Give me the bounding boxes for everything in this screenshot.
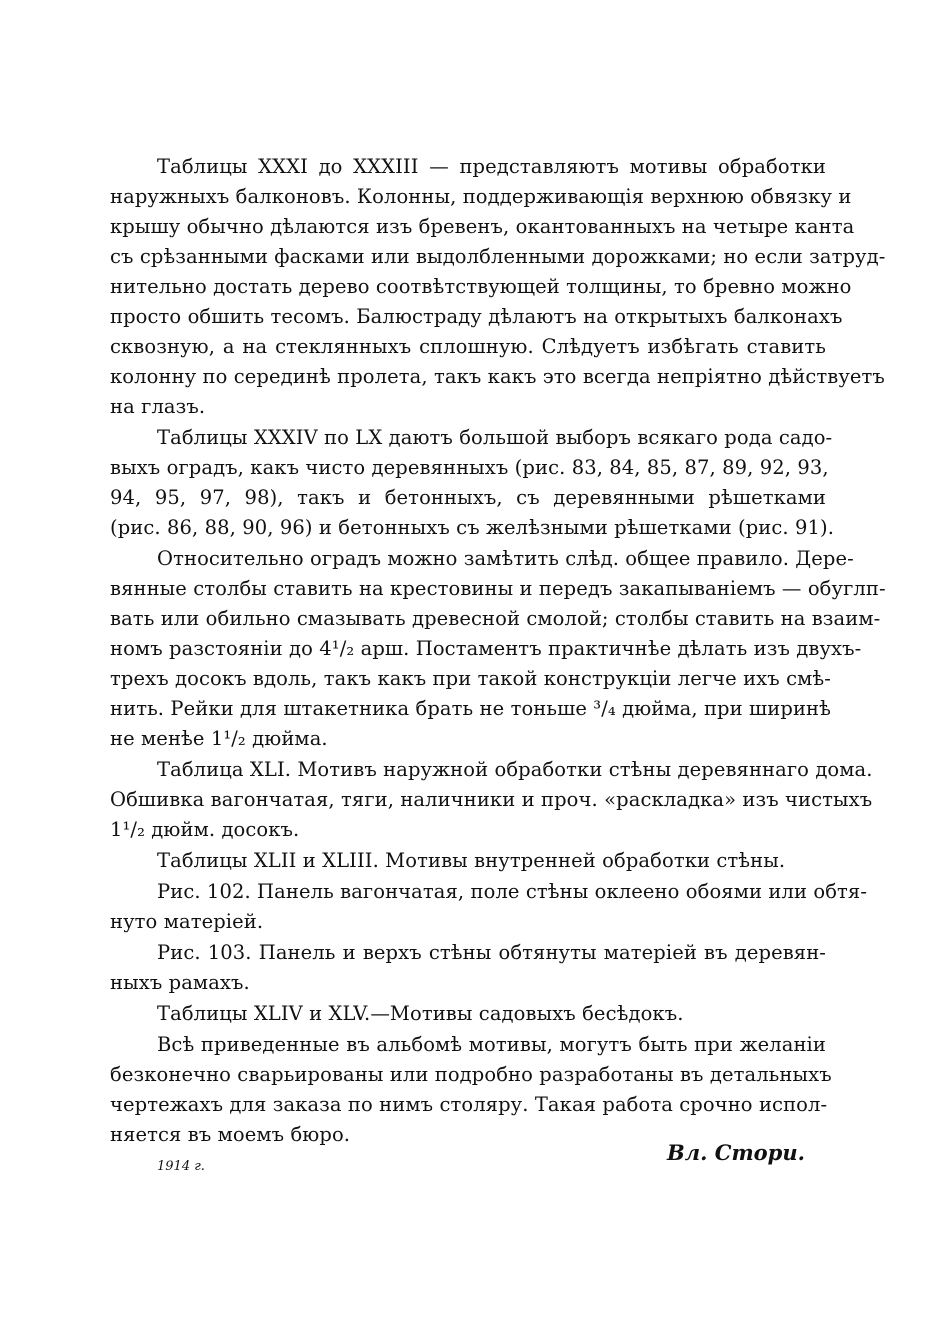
text-line: Относительно оградъ можно замѣтить слѣд. общее правило. Дере- (157, 547, 854, 570)
text-line: (рис. 86, 88, 90, 96) и бетонныхъ съ желѣзными рѣшетками (рис. 91). (110, 516, 835, 539)
text-line: Всѣ приведенные въ альбомѣ мотивы, могутъ быть при желаніи (157, 1033, 826, 1056)
text-line: вать или обильно смазывать древесной смолой; столбы ставить на взаим- (110, 607, 881, 630)
text-line: сквозную, а на стеклянныхъ сплошную. Слѣдуетъ избѣгать ставить (110, 335, 826, 358)
author-signature: Вл. Стори. (667, 1140, 805, 1165)
text-line: Рис. 103. Панель и верхъ стѣны обтянуты матеріей въ деревян- (157, 941, 826, 964)
text-line: Обшивка вагончатая, тяги, наличники и проч. «раскладка» изъ чистыхъ (110, 788, 873, 811)
text-line: Таблицы XLIV и XLV.—Мотивы садовыхъ бесѣдокъ. (157, 1002, 684, 1025)
text-line: ныхъ рамахъ. (110, 971, 250, 994)
text-line: 94, 95, 97, 98), такъ и бетонныхъ, съ деревянными рѣшетками (110, 486, 826, 509)
text-line: номъ разстояніи до 4¹/₂ арш. Постаментъ практичнѣе дѣлать изъ двухъ- (110, 637, 862, 660)
text-line: вянные столбы ставить на крестовины и передъ закапываніемъ — обуглп- (110, 577, 886, 600)
text-line: Таблицы XXXI до XXXIII — представляютъ мотивы обработки (157, 155, 826, 178)
text-line: няется въ моемъ бюро. (110, 1123, 351, 1146)
text-line: Таблицы XXXIV по LX даютъ большой выборъ всякаго рода садо- (157, 426, 833, 449)
text-line: чертежахъ для заказа по нимъ столяру. Такая работа срочно испол- (110, 1093, 828, 1116)
text-line: безконечно сварьированы или подробно разработаны въ детальныхъ (110, 1063, 832, 1086)
text-line: нительно достать дерево соотвѣтствующей толщины, то бревно можно (110, 275, 852, 298)
text-line: крышу обычно дѣлаются изъ бревенъ, окантованныхъ на четыре канта (110, 215, 855, 238)
text-line: не менѣе 1¹/₂ дюйма. (110, 727, 328, 750)
text-line: Таблицы XLII и XLIII. Мотивы внутренней обработки стѣны. (157, 849, 786, 872)
text-line: наружныхъ балконовъ. Колонны, поддерживающія верхнюю обвязку и (110, 185, 852, 208)
text-line: выхъ оградъ, какъ чисто деревянныхъ (рис. 83, 84, 85, 87, 89, 92, 93, (110, 456, 829, 479)
text-line: на глазъ. (110, 395, 206, 418)
text-line: нуто матеріей. (110, 910, 264, 933)
text-line: трехъ досокъ вдоль, такъ какъ при такой конструкціи легче ихъ смѣ- (110, 667, 831, 690)
text-line: 1¹/₂ дюйм. досокъ. (110, 818, 300, 841)
text-line: колонну по серединѣ пролета, такъ какъ это всегда непріятно дѣйствуетъ (110, 365, 885, 388)
text-line: просто обшить тесомъ. Балюстраду дѣлаютъ на открытыхъ балконахъ (110, 305, 843, 328)
text-line: съ срѣзанными фасками или выдолбленными дорожками; но если затруд- (110, 245, 886, 268)
text-line: Таблица XLI. Мотивъ наружной обработки стѣны деревяннаго дома. (157, 758, 873, 781)
text-line: нить. Рейки для штакетника брать не тоньше ³/₄ дюйма, при ширинѣ (110, 697, 831, 720)
text-line: Рис. 102. Панель вагончатая, поле стѣны оклеено обоями или обтя- (157, 880, 868, 903)
year-label: 1914 г. (157, 1159, 205, 1174)
